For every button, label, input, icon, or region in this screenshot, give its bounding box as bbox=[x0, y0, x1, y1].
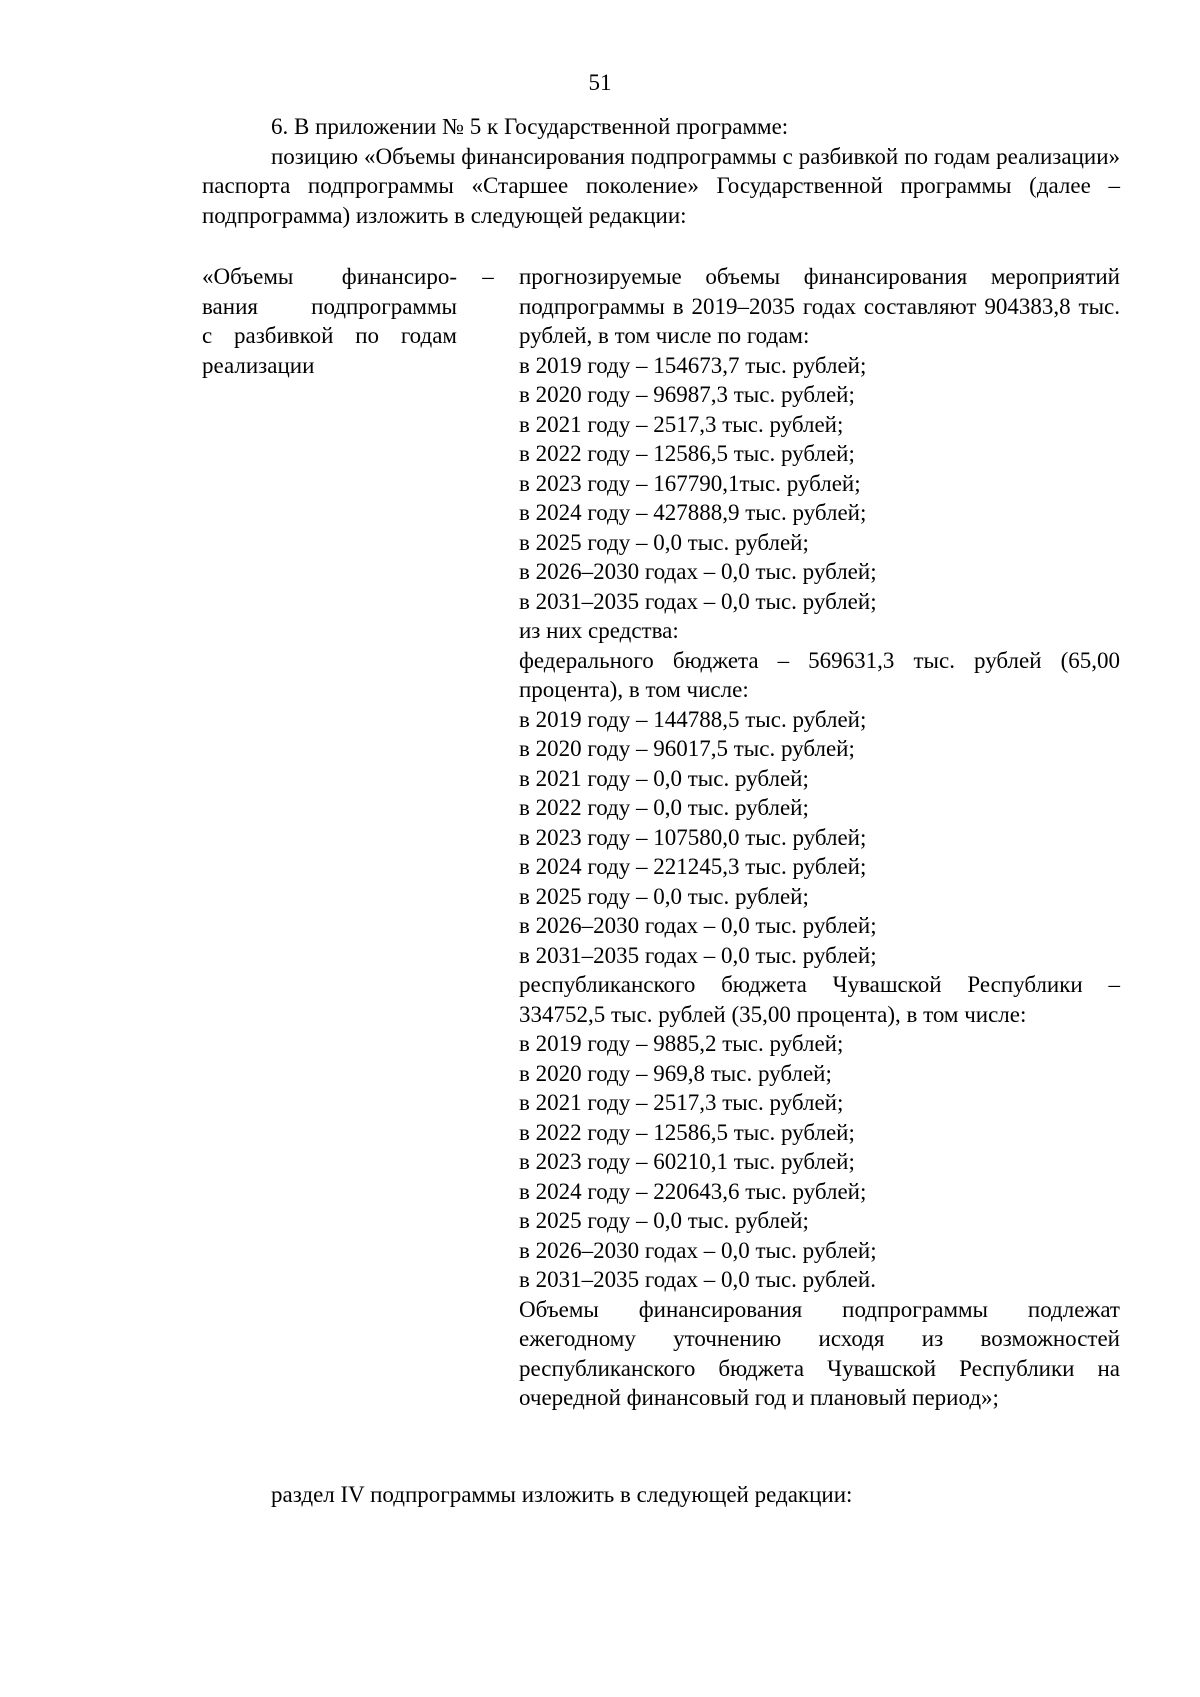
passport-label-line: с разбивкой по годам bbox=[202, 323, 457, 348]
page-number: 51 bbox=[588, 70, 612, 95]
list-item: в 2026–2030 годах – 0,0 тыс. рублей; bbox=[519, 1237, 877, 1263]
list-item: в 2020 году – 96017,5 тыс. рублей; bbox=[519, 736, 855, 761]
list-item: в 2021 году – 2517,3 тыс. рублей; bbox=[519, 1090, 844, 1115]
list-item: в 2023 году – 167790,1тыс. рублей; bbox=[519, 470, 861, 496]
passport-value bbox=[519, 262, 1120, 1413]
passport-dash: – bbox=[482, 264, 494, 289]
list-item: в 2020 году – 969,8 тыс. рублей; bbox=[519, 1060, 832, 1086]
passport-label-line: «Объемы финансиро- bbox=[202, 264, 457, 289]
list-item: в 2025 году – 0,0 тыс. рублей; bbox=[519, 883, 809, 909]
republic-intro: республиканского бюджета Чувашской Республики – 334752,5 тыс. рублей (35,00 процента), в том числе: bbox=[519, 972, 1120, 1027]
intro-section bbox=[202, 112, 1120, 230]
list-item: в 2022 году – 12586,5 тыс. рублей; bbox=[519, 441, 855, 466]
list-item: в 2024 году – 220643,6 тыс. рублей; bbox=[519, 1178, 867, 1204]
total-intro: прогнозируемые объемы финансирования мероприятий подпрограммы в 2019–2035 годах составляют 904383,8 тыс. рублей, в том числе по годам: bbox=[519, 264, 1120, 348]
list-item: в 2021 году – 2517,3 тыс. рублей; bbox=[519, 411, 844, 437]
republic-years-list bbox=[519, 1029, 1120, 1295]
list-item: в 2031–2035 годах – 0,0 тыс. рублей. bbox=[519, 1267, 876, 1292]
list-item: в 2025 году – 0,0 тыс. рублей; bbox=[519, 529, 809, 555]
passport-position bbox=[202, 262, 1120, 1413]
list-item: в 2022 году – 12586,5 тыс. рублей; bbox=[519, 1119, 855, 1145]
list-item: в 2024 году – 427888,9 тыс. рублей; bbox=[519, 500, 867, 525]
list-item: в 2021 году – 0,0 тыс. рублей; bbox=[519, 765, 809, 791]
list-item: в 2022 году – 0,0 тыс. рублей; bbox=[519, 795, 809, 820]
federal-years-list bbox=[519, 705, 1120, 971]
list-item: в 2026–2030 годах – 0,0 тыс. рублей; bbox=[519, 559, 877, 584]
list-item: в 2023 году – 107580,0 тыс. рублей; bbox=[519, 824, 867, 850]
passport-label-line: вания подпрограммы bbox=[202, 293, 457, 319]
list-item: в 2023 году – 60210,1 тыс. рублей; bbox=[519, 1149, 855, 1174]
intro-heading: 6. В приложении № 5 к Государственной программе: bbox=[271, 114, 789, 139]
passport-label bbox=[202, 262, 457, 1413]
intro-paragraph: позицию «Объемы финансирования подпрограммы с разбивкой по годам реализации» паспорта подпрограммы «Старшее поколение» Государственной программы (далее – подпрограмма) изложить в следующей редакции: bbox=[202, 143, 1120, 228]
list-item: в 2019 году – 144788,5 тыс. рублей; bbox=[519, 706, 867, 732]
list-item: в 2024 году – 221245,3 тыс. рублей; bbox=[519, 854, 867, 879]
list-item: в 2031–2035 годах – 0,0 тыс. рублей; bbox=[519, 588, 877, 614]
list-item: в 2019 году – 9885,2 тыс. рублей; bbox=[519, 1031, 844, 1056]
federal-intro: федерального бюджета – 569631,3 тыс. рублей (65,00 процента), в том числе: bbox=[519, 647, 1120, 702]
section-iv-instruction: раздел IV подпрограммы изложить в следующей редакции: bbox=[271, 1482, 853, 1507]
list-item: в 2019 году – 154673,7 тыс. рублей; bbox=[519, 352, 867, 378]
list-item: в 2020 году – 96987,3 тыс. рублей; bbox=[519, 382, 855, 407]
closing-paragraph: Объемы финансирования подпрограммы подлежат ежегодному уточнению исходя из возможностей республиканского бюджета Чувашской Республики на очередной финансовый год и плановый период»; bbox=[519, 1296, 1120, 1410]
total-years-list bbox=[519, 351, 1120, 617]
list-item: в 2026–2030 годах – 0,0 тыс. рублей; bbox=[519, 913, 877, 938]
list-item: в 2031–2035 годах – 0,0 тыс. рублей; bbox=[519, 942, 877, 968]
list-item: в 2025 году – 0,0 тыс. рублей; bbox=[519, 1208, 809, 1233]
passport-label-line: реализации bbox=[202, 352, 315, 378]
from-them-label: из них средства: bbox=[519, 618, 679, 643]
